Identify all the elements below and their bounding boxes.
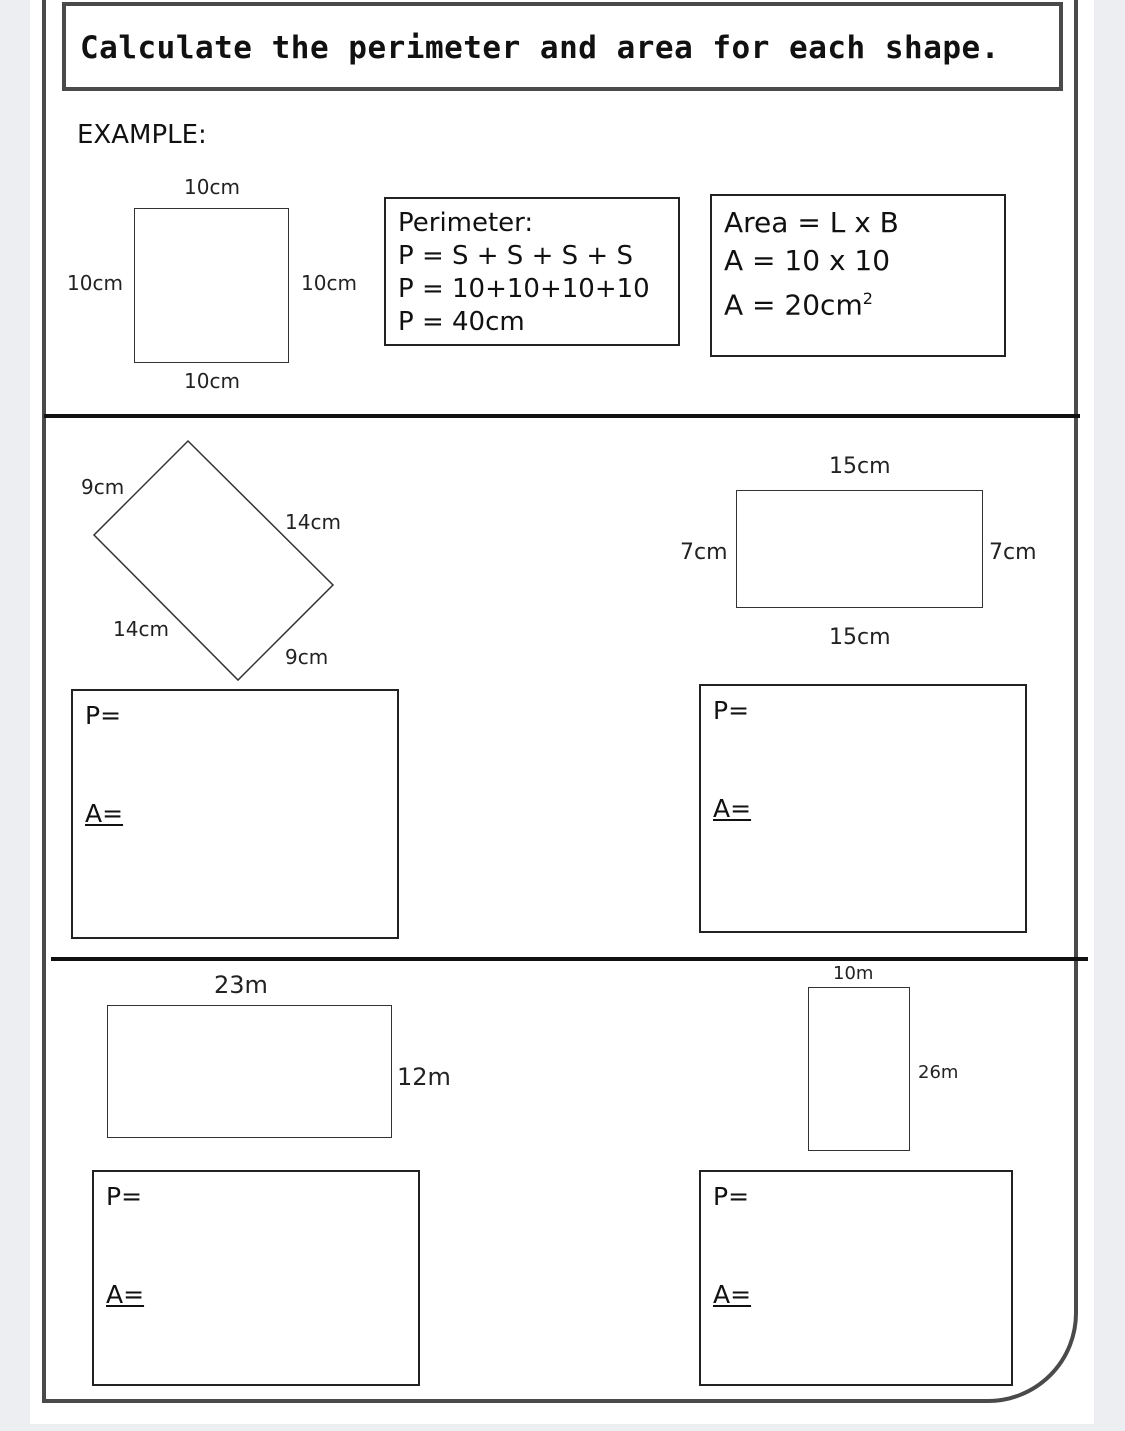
answer-box-rectangle-10x26[interactable] bbox=[699, 1170, 1013, 1386]
area-prompt: A= bbox=[713, 1280, 752, 1309]
answer-box-rectangle-23x12[interactable] bbox=[92, 1170, 420, 1386]
area-prompt: A= bbox=[85, 799, 124, 828]
rectangle-23x12-label: 12m bbox=[397, 1063, 451, 1091]
tilted-rectangle-label: 9cm bbox=[285, 645, 329, 669]
answer-box-rectangle-15x7[interactable] bbox=[699, 684, 1027, 933]
perimeter-line: P = 40cm bbox=[398, 307, 525, 337]
example-square-top-label: 10cm bbox=[184, 175, 240, 199]
rectangle-23x12 bbox=[107, 1005, 392, 1138]
area-prompt: A= bbox=[106, 1280, 145, 1309]
area-result: A = 20cm bbox=[724, 288, 863, 322]
area-line: A = 10 x 10 bbox=[724, 244, 891, 277]
section-divider bbox=[51, 957, 1088, 961]
perimeter-prompt: P= bbox=[106, 1182, 143, 1211]
rectangle-10x26 bbox=[808, 987, 910, 1151]
perimeter-line: P = 10+10+10+10 bbox=[398, 274, 650, 304]
rectangle-15x7-label: 7cm bbox=[680, 540, 728, 565]
example-label: EXAMPLE: bbox=[77, 120, 207, 150]
tilted-rectangle-label: 14cm bbox=[285, 510, 341, 534]
answer-box-tilted-rectangle[interactable] bbox=[71, 689, 399, 939]
rectangle-15x7-label: 7cm bbox=[989, 540, 1037, 565]
example-square-right-label: 10cm bbox=[301, 271, 357, 295]
perimeter-prompt: P= bbox=[713, 1182, 750, 1211]
perimeter-line: P = S + S + S + S bbox=[398, 241, 633, 271]
rectangle-15x7-label: 15cm bbox=[829, 625, 891, 650]
rectangle-15x7 bbox=[736, 490, 983, 608]
perimeter-prompt: P= bbox=[85, 701, 122, 730]
page-title: Calculate the perimeter and area for each shape. bbox=[80, 30, 1000, 66]
example-square-left-label: 10cm bbox=[67, 271, 123, 295]
area-line: Area = L x B bbox=[724, 206, 899, 239]
tilted-rectangle-label: 14cm bbox=[113, 617, 169, 641]
rectangle-10x26-label: 26m bbox=[918, 1062, 959, 1083]
rectangle-23x12-label: 23m bbox=[214, 971, 268, 999]
rectangle-15x7-label: 15cm bbox=[829, 454, 891, 479]
tilted-rectangle-label: 9cm bbox=[81, 475, 125, 499]
perimeter-line: Perimeter: bbox=[398, 208, 534, 238]
rectangle-10x26-label: 10m bbox=[833, 963, 874, 984]
perimeter-prompt: P= bbox=[713, 696, 750, 725]
area-prompt: A= bbox=[713, 794, 752, 823]
area-exponent: 2 bbox=[862, 289, 873, 308]
example-square-bottom-label: 10cm bbox=[184, 369, 240, 393]
